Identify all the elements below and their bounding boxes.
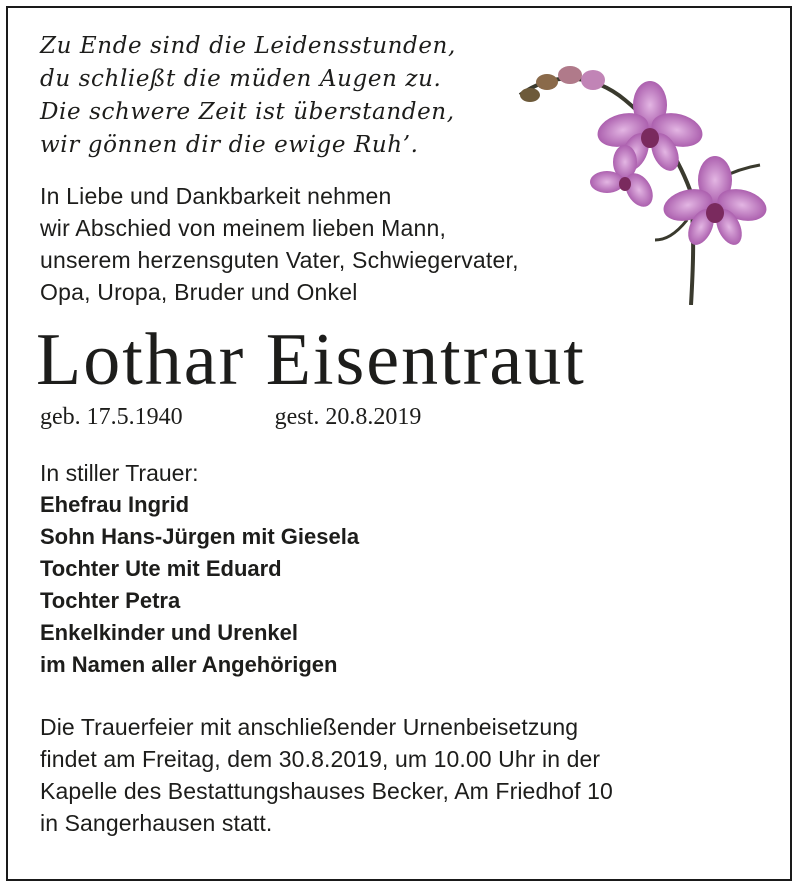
service-line: findet am Freitag, dem 30.8.2019, um 10.00 Uhr in der <box>40 746 601 772</box>
birth-date: geb. 17.5.1940 <box>40 404 183 430</box>
intro-line: Opa, Uropa, Bruder und Onkel <box>40 279 358 305</box>
mourners-list <box>40 489 740 681</box>
poem-line: wir gönnen dir die ewige Ruh’. <box>40 132 419 158</box>
mourner-entry: Enkelkinder und Urenkel <box>40 620 298 645</box>
death-date: gest. 20.8.2019 <box>274 404 422 430</box>
mourner-entry: Sohn Hans-Jürgen mit Giesela <box>40 524 360 549</box>
mourner-entry: im Namen aller Angehörigen <box>40 652 338 677</box>
orchid-icon <box>515 60 770 305</box>
service-line: in Sangerhausen statt. <box>40 810 273 836</box>
deceased-name: Lothar Eisentraut <box>36 319 586 401</box>
service-line: Kapelle des Bestattungshauses Becker, Am Friedhof 10 <box>40 778 613 804</box>
poem-line: Zu Ende sind die Leidensstunden, <box>40 33 456 59</box>
mourner-entry: Tochter Ute mit Eduard <box>40 556 282 581</box>
service-info <box>40 711 740 839</box>
poem-line: du schließt die müden Augen zu. <box>40 66 442 92</box>
life-dates <box>40 404 740 431</box>
intro-line: In Liebe und Dankbarkeit nehmen <box>40 183 392 209</box>
service-line: Die Trauerfeier mit anschließender Urnenbeisetzung <box>40 714 579 740</box>
mourner-entry: Ehefrau Ingrid <box>40 492 190 517</box>
intro-line: wir Abschied von meinem lieben Mann, <box>40 215 447 241</box>
mourners-label: In stiller Trauer: <box>40 460 199 486</box>
intro-line: unserem herzensguten Vater, Schwiegervater, <box>40 247 519 273</box>
mourner-entry: Tochter Petra <box>40 588 181 613</box>
poem-line: Die schwere Zeit ist überstanden, <box>40 99 455 125</box>
